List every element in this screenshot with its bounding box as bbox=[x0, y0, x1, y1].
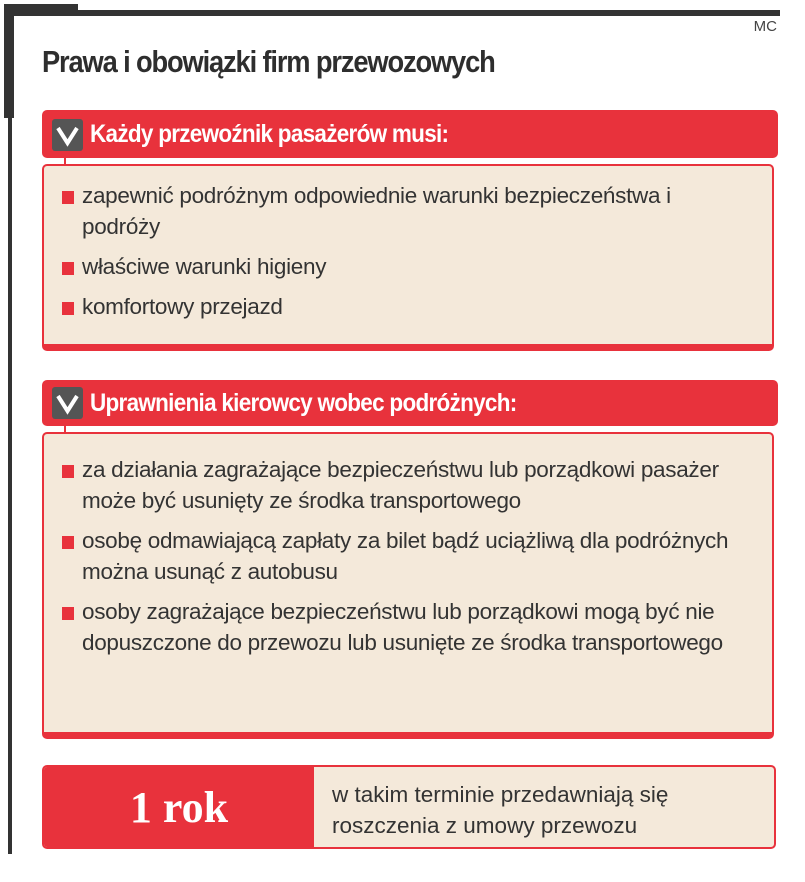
list-item: za działania zagrażające bezpieczeństwu lub porządkowi pasażer może być usunięty ze środka transportowego bbox=[62, 454, 752, 516]
section-body-carrier-duties bbox=[42, 164, 774, 351]
section-header-carrier-duties bbox=[42, 110, 778, 158]
frame-top-line bbox=[10, 10, 780, 16]
chevron-down-icon bbox=[52, 119, 83, 151]
bullet-square-icon bbox=[62, 465, 74, 478]
bullet-square-icon bbox=[62, 302, 74, 315]
list-item: właściwe warunki higieny bbox=[62, 251, 752, 282]
list-item: komfortowy przejazd bbox=[62, 291, 752, 322]
section-body-driver-rights bbox=[42, 432, 774, 739]
list-item: osoby zagrażające bezpieczeństwu lub porządkowi mogą być nie dopuszczone do przewozu lub usunięte ze środka transportowego bbox=[62, 596, 752, 658]
page-title: Prawa i obowiązki firm przewozowych bbox=[42, 44, 495, 79]
section-heading: Każdy przewoźnik pasażerów musi: bbox=[90, 120, 449, 148]
list-item: zapewnić podróżnym odpowiednie warunki bezpieczeństwa i podróży bbox=[62, 180, 752, 242]
bullet-square-icon bbox=[62, 191, 74, 204]
fact-box bbox=[42, 765, 776, 849]
section-heading: Uprawnienia kierowcy wobec podróżnych: bbox=[90, 389, 517, 417]
frame-left-line bbox=[8, 4, 12, 854]
source-label: MC bbox=[753, 18, 777, 35]
bullet-square-icon bbox=[62, 607, 74, 620]
bullet-square-icon bbox=[62, 262, 74, 275]
section-header-driver-rights bbox=[42, 380, 778, 426]
fact-text: w takim terminie przedawniają się roszczenia z umowy przewozu bbox=[332, 782, 669, 838]
list-item: osobę odmawiającą zapłaty za bilet bądź uciążliwą dla podróżnych można usunąć z autobusu bbox=[62, 525, 752, 587]
bullet-square-icon bbox=[62, 536, 74, 549]
fact-value: 1 rok bbox=[44, 767, 314, 847]
chevron-down-icon bbox=[52, 387, 83, 419]
